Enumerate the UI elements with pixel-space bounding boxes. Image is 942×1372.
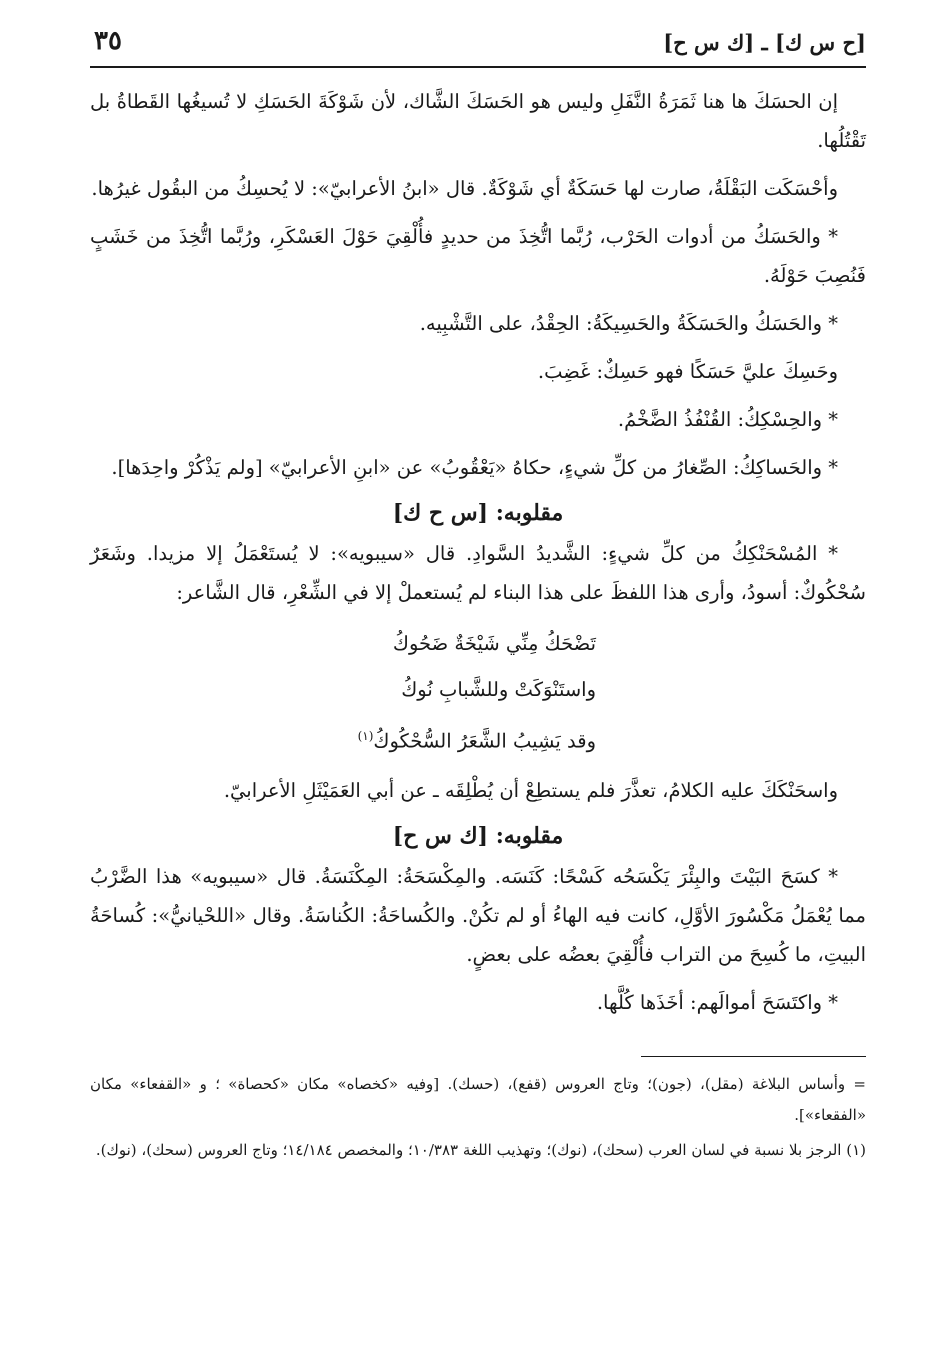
paragraph: * والحَسَكُ من أدوات الحَرْب، رُبَّما اتُّخِذَ من حديدٍ فأُلْقِيَ حَوْلَ العَسْكَرِ، ورُبَّما اتُّخِذَ من خَشَبٍ فَنُصِبَ حَوْلَهُ. xyxy=(90,225,866,287)
paragraph: إن الحسَكَ ها هنا ثَمَرَةُ النَّفَلِ وليس هو الحَسَكَ الشَّاك، لأن شَوْكَةَ الحَسَكِ لا تُسيغُها القَطاةُ بل تَقْتُلُها. xyxy=(90,90,866,152)
footnotes xyxy=(90,1069,866,1166)
section-heading: مقلوبه: [س ح ك] xyxy=(392,500,564,526)
footnote-separator xyxy=(641,1056,866,1057)
footnote: (١) الرجز بلا نسبة في لسان العرب (سحك)، (نوك)؛ وتهذيب اللغة ١٠/٣٨٣؛ والمخصص ١٤/١٨٤؛ وتاج العروس (سحك)، (نوك). xyxy=(95,1140,866,1159)
page-body xyxy=(90,68,866,1022)
paragraph: واسحَنْكَكَ عليه الكلامُ، تعذَّرَ فلم يستطِعْ أن يُطْلِقَه ـ عن أبي العَمَيْثَلِ الأعرابيّ. xyxy=(223,778,838,802)
paragraph: * والحَسَكُ والحَسَكَةُ والحَسِيكَةُ: الحِقْدُ، على التَّشْبِيه. xyxy=(419,312,838,335)
paragraph: * كسَحَ البَيْتَ والبِئْرَ يَكْسَحُه كَسْحًا: كَنَسَه. والمِكْسَحَةُ: المِكْنَسَةُ. قال «سيبويه» هذا الضَّرْبُ مما يُعْمَلُ مَكْسُورَ الأوَّلِ، كانت فيه الهاءُ أو لم تكُنْ. والكُساحَةُ: الكُناسَةُ. وقال «اللحْيانيُّ»: كُساحَةُ البيتِ، ما كُسِحَ من التراب فأُلْقِيَ بعضُه على بعضٍ. xyxy=(90,864,866,966)
paragraph: * واكتَسَحَ أموالَهم: أخَذَها كُلَّها. xyxy=(596,990,838,1014)
verse-line-last xyxy=(90,713,596,765)
verse-line: واستَنْوَكَتْ وللشَّبابِ نُوكُ xyxy=(401,678,596,701)
paragraph: * والحِسْكِكُ: القُنْفُذُ الضَّخْمُ. xyxy=(617,408,838,431)
footnote-ref: (١) xyxy=(357,729,374,743)
paragraph: * والحَساكِكُ: الصِّغارُ من كلِّ شيءٍ، حكاهُ «يَعْقُوبُ» عن «ابنِ الأعرابيّ» [ولم يَذْكُرْ واحِدَها]. xyxy=(111,456,838,479)
running-head: [ح س ك] ـ [ك س ح] xyxy=(663,30,866,55)
page xyxy=(90,26,866,1170)
verse-block xyxy=(90,621,866,765)
paragraph: وحَسِكَ عليَّ حَسَكًا فهو حَسِكٌ: غَضِبَ. xyxy=(537,360,838,383)
page-header xyxy=(90,26,866,68)
paragraph: * المُسْحَنْكِكُ من كلِّ شيءٍ: الشَّديدُ السَّوادِ. قال «سيبويه»: لا يُستَعْمَلُ إلا مزيدا. وشَعَرٌ سُحْكُوكٌ: أسودُ، وأرى هذا اللفظَ على هذا البناء لم يُستعملْ إلا في الشِّعْرِ، قال الشَّاعر: xyxy=(90,542,866,604)
section-heading: مقلوبه: [ك س ح] xyxy=(392,822,564,849)
verse-line: تَضْحَكُ مِنِّي شَيْخَةٌ ضَحُوكُ xyxy=(392,632,596,655)
page-number: ٣٥ xyxy=(94,26,122,56)
verse-line-text: وقد يَشِيبُ الشَّعَرُ السُّحْكُوكُ xyxy=(373,729,596,753)
footnote: = وأساس البلاغة (مقل)، (جون)؛ وتاج العروس (قفع)، (حسك). [وفيه «كخصاه» مكان «كحصاة» ؛ و «القفعاء» مكان «الفقعاء»]. xyxy=(90,1074,866,1124)
paragraph: وأحْسَكَت البَقْلَةُ، صارت لها حَسَكَةٌ أي شَوْكَةٌ. قال «ابنُ الأعرابيّ»: لا يُحسِكُ من البقُول غيرُها. xyxy=(91,177,838,200)
